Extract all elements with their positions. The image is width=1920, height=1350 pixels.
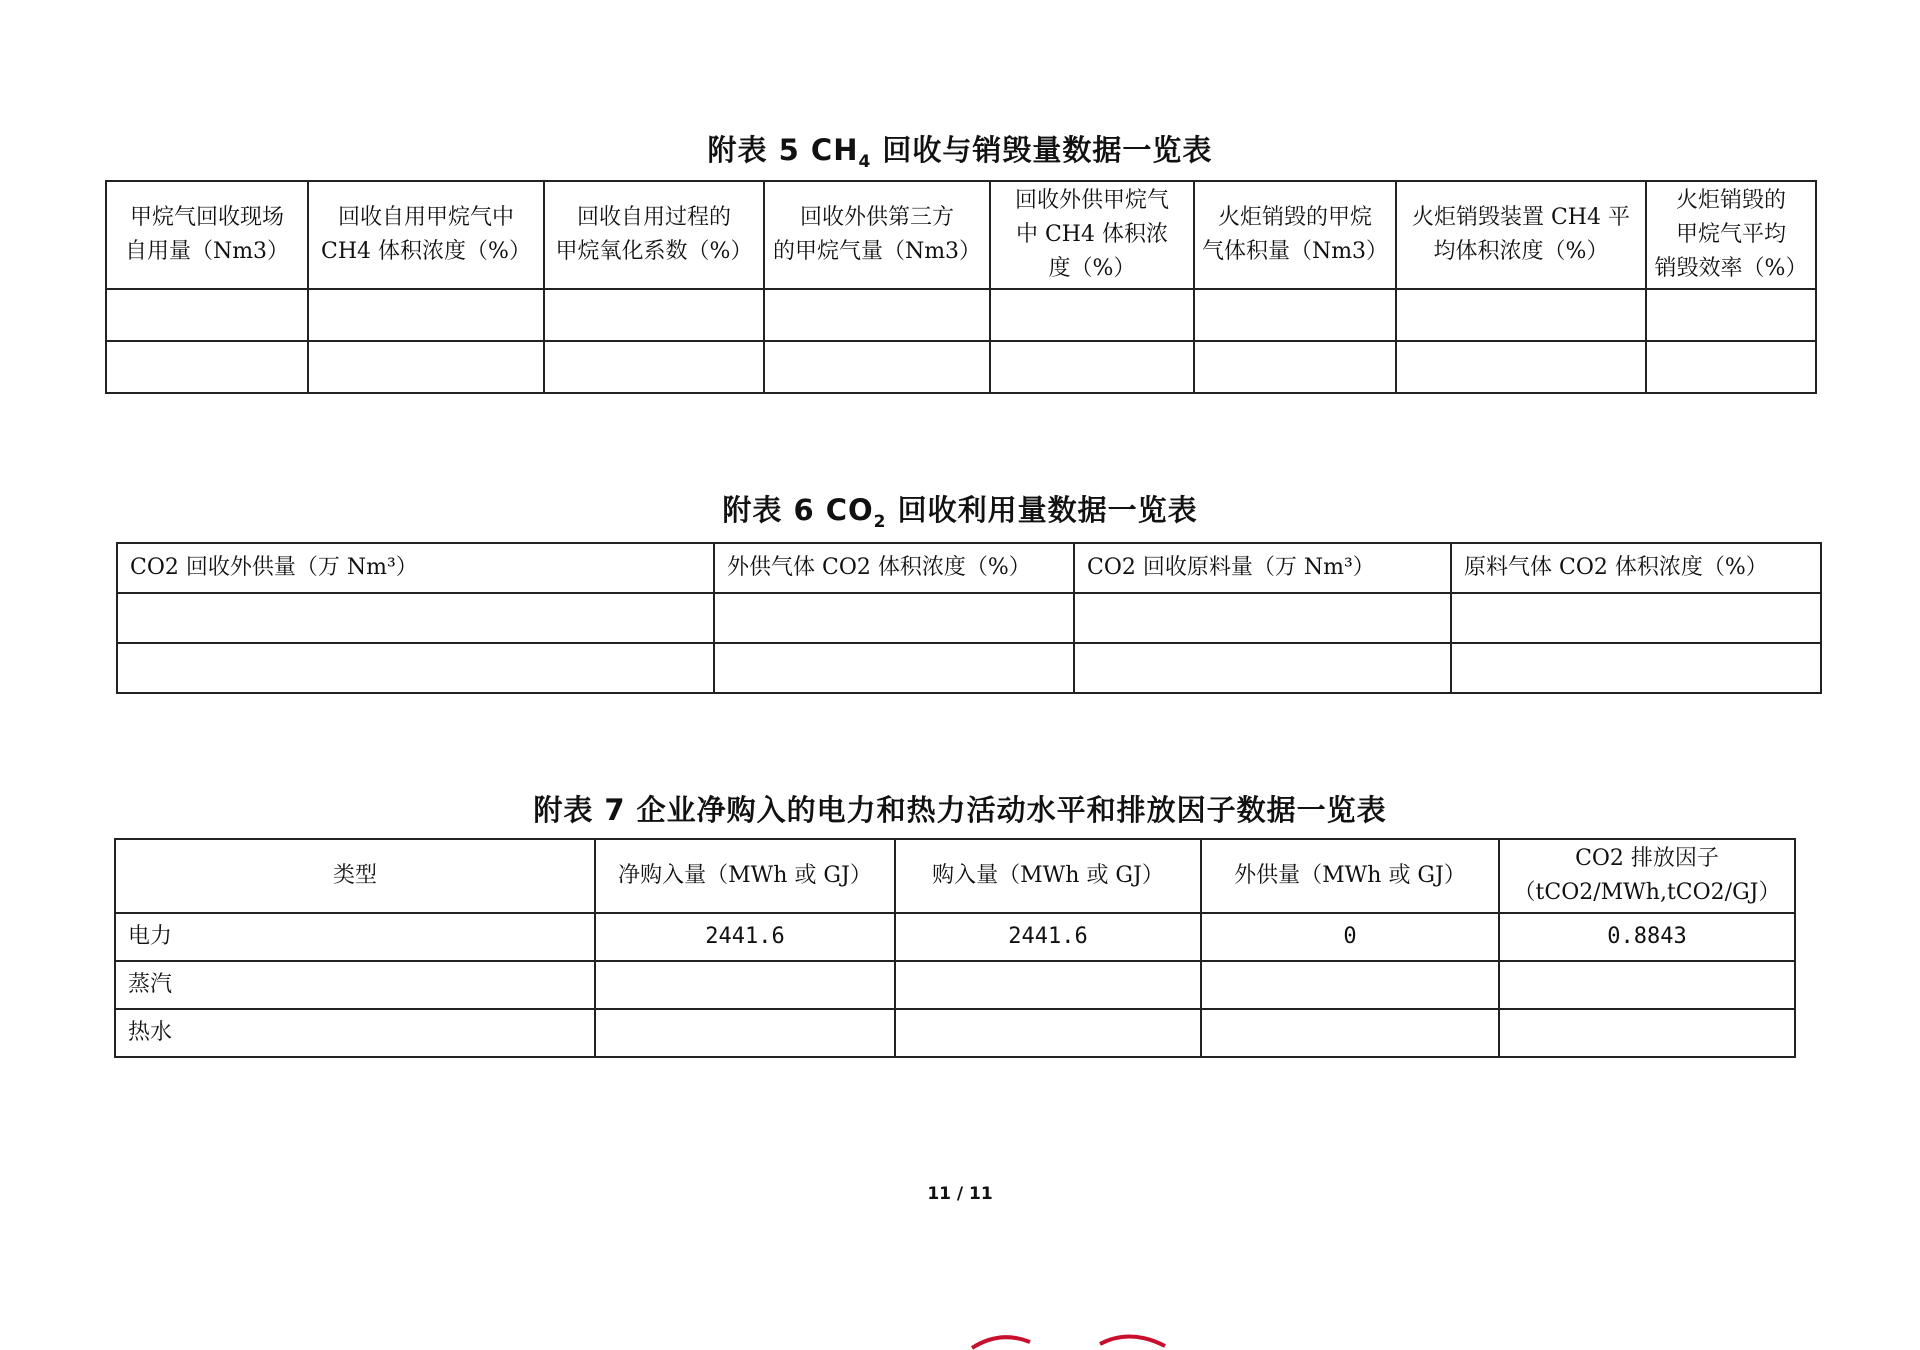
- table7-header-cell: 外供量（MWh 或 GJ）: [1201, 839, 1499, 913]
- table5-header-cell: 回收自用甲烷气中 CH4 体积浓度（%）: [308, 181, 544, 289]
- emission-factor-cell: [1499, 961, 1795, 1009]
- table7-header-cell: 购入量（MWh 或 GJ）: [895, 839, 1201, 913]
- table-cell: [1194, 289, 1396, 341]
- table6: [116, 542, 1822, 694]
- table-row: [115, 913, 1795, 961]
- row-type-cell: 热水: [115, 1009, 595, 1057]
- supplied-cell: 0: [1201, 913, 1499, 961]
- table-cell: [1396, 289, 1646, 341]
- table6-header-cell: CO2 回收原料量（万 Nm³）: [1074, 543, 1451, 593]
- table6-header-cell: 外供气体 CO2 体积浓度（%）: [714, 543, 1074, 593]
- row-type-cell: 蒸汽: [115, 961, 595, 1009]
- table-cell: [1646, 341, 1816, 393]
- table7-header-cell: CO2 排放因子 （tCO2/MWh,tCO2/GJ）: [1499, 839, 1795, 913]
- table5-header-row: [106, 181, 1816, 289]
- table-cell: [1074, 593, 1451, 643]
- table6-header-cell: 原料气体 CO2 体积浓度（%）: [1451, 543, 1821, 593]
- table-cell: [990, 341, 1194, 393]
- table-cell: [714, 593, 1074, 643]
- table6-caption-prefix: 附表 6 CO: [722, 493, 874, 527]
- table5-caption-subscript: 4: [858, 151, 872, 172]
- emission-factor-cell: [1499, 1009, 1795, 1057]
- table-cell: [1646, 289, 1816, 341]
- table-cell: [1074, 643, 1451, 693]
- table-cell: [544, 341, 764, 393]
- table7-caption: 附表 7 企业净购入的电力和热力活动水平和排放因子数据一览表: [533, 793, 1387, 827]
- net-purchase-cell: [595, 1009, 895, 1057]
- table-cell: [106, 341, 308, 393]
- table5-header-cell: 火炬销毁装置 CH4 平 均体积浓度（%）: [1396, 181, 1646, 289]
- table6-caption-subscript: 2: [873, 511, 887, 532]
- net-purchase-cell: 2441.6: [595, 913, 895, 961]
- table-row: [117, 593, 1821, 643]
- purchase-cell: 2441.6: [895, 913, 1201, 961]
- table-cell: [308, 289, 544, 341]
- table7: [114, 838, 1796, 1058]
- table5-header-cell: 火炬销毁的甲烷 气体积量（Nm3）: [1194, 181, 1396, 289]
- table5-caption-suffix: 回收与销毁量数据一览表: [871, 133, 1213, 167]
- stamp-fragment-icon: [960, 1328, 1190, 1350]
- table-row: [115, 961, 1795, 1009]
- table-cell: [714, 643, 1074, 693]
- table6-caption-suffix: 回收利用量数据一览表: [886, 493, 1198, 527]
- table-cell: [544, 289, 764, 341]
- table5-caption: [0, 128, 1920, 172]
- table7-header-cell: 类型: [115, 839, 595, 913]
- table6-header-row: [117, 543, 1821, 593]
- table-cell: [106, 289, 308, 341]
- table-cell: [308, 341, 544, 393]
- table-row: [117, 643, 1821, 693]
- supplied-cell: [1201, 961, 1499, 1009]
- supplied-cell: [1201, 1009, 1499, 1057]
- table5-header-cell: 回收外供第三方 的甲烷气量（Nm3）: [764, 181, 990, 289]
- page-number: 11 / 11: [927, 1184, 993, 1204]
- table-row: [115, 1009, 1795, 1057]
- table5-caption-prefix: 附表 5 CH: [707, 133, 859, 167]
- table7-header-row: [115, 839, 1795, 913]
- table-cell: [1194, 341, 1396, 393]
- purchase-cell: [895, 1009, 1201, 1057]
- table5-header-cell: 甲烷气回收现场 自用量（Nm3）: [106, 181, 308, 289]
- table-row: [106, 289, 1816, 341]
- table5-header-cell: 回收外供甲烷气 中 CH4 体积浓 度（%）: [990, 181, 1194, 289]
- table-cell: [990, 289, 1194, 341]
- row-type-cell: 电力: [115, 913, 595, 961]
- table5-header-cell: 火炬销毁的 甲烷气平均 销毁效率（%）: [1646, 181, 1816, 289]
- table-cell: [1451, 593, 1821, 643]
- net-purchase-cell: [595, 961, 895, 1009]
- table-cell: [117, 643, 714, 693]
- table-cell: [117, 593, 714, 643]
- table6-header-cell: CO2 回收外供量（万 Nm³）: [117, 543, 714, 593]
- table-cell: [1451, 643, 1821, 693]
- purchase-cell: [895, 961, 1201, 1009]
- table-cell: [1396, 341, 1646, 393]
- table5-header-cell: 回收自用过程的 甲烷氧化系数（%）: [544, 181, 764, 289]
- emission-factor-cell: 0.8843: [1499, 913, 1795, 961]
- table5: [105, 180, 1817, 394]
- table6-caption: [0, 488, 1920, 532]
- table7-header-cell: 净购入量（MWh 或 GJ）: [595, 839, 895, 913]
- table-row: [106, 341, 1816, 393]
- table-cell: [764, 289, 990, 341]
- table-cell: [764, 341, 990, 393]
